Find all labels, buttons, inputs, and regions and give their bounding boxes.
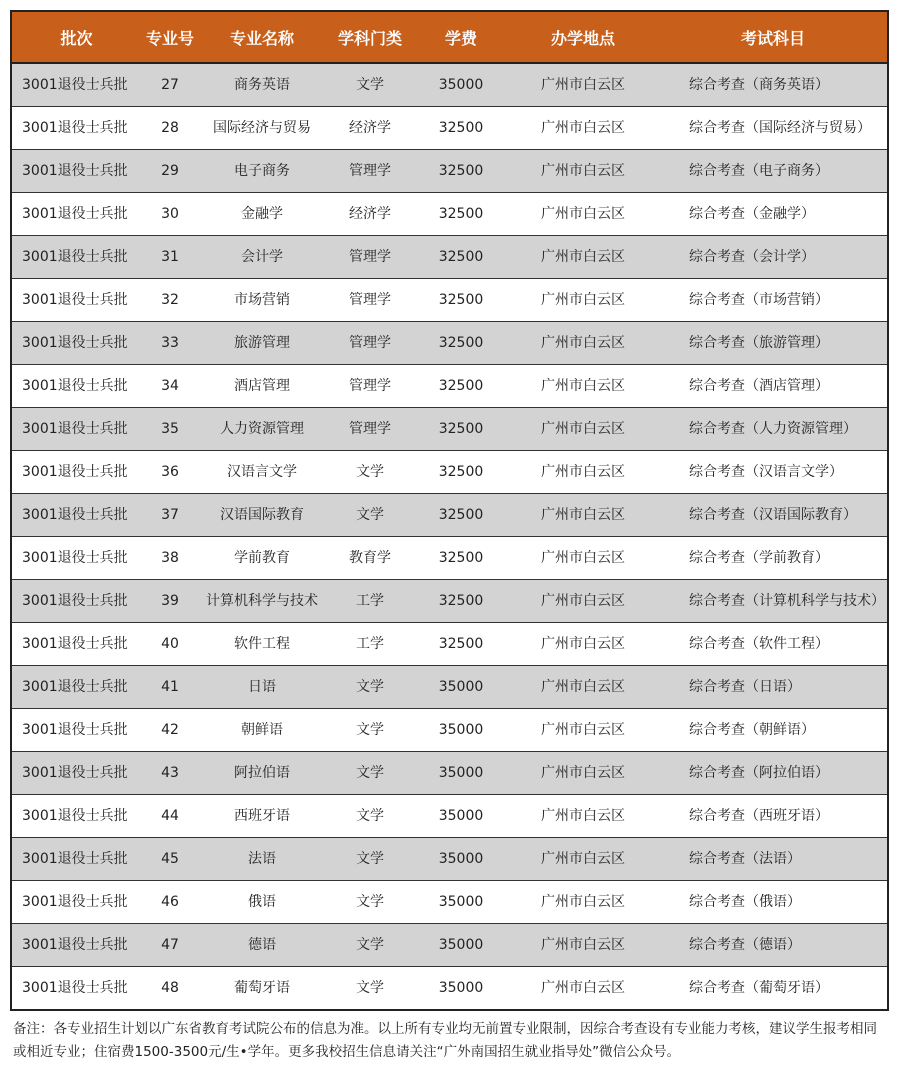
cell-discipline: 经济学 [325, 193, 415, 236]
cell-batch: 3001退役士兵批 [11, 494, 141, 537]
table-row [11, 150, 888, 193]
cell-major-code: 45 [141, 838, 199, 881]
cell-tuition: 32500 [415, 279, 507, 322]
cell-discipline: 文学 [325, 838, 415, 881]
cell-discipline: 文学 [325, 666, 415, 709]
cell-exam-subject: 综合考查（电子商务） [659, 150, 888, 193]
header-batch: 批次 [11, 11, 141, 63]
cell-major-code: 40 [141, 623, 199, 666]
table-row [11, 838, 888, 881]
cell-batch: 3001退役士兵批 [11, 623, 141, 666]
cell-discipline: 文学 [325, 63, 415, 107]
cell-batch: 3001退役士兵批 [11, 150, 141, 193]
header-tuition: 学费 [415, 11, 507, 63]
cell-campus: 广州市白云区 [507, 623, 659, 666]
header-major-code: 专业号 [141, 11, 199, 63]
cell-batch: 3001退役士兵批 [11, 752, 141, 795]
cell-exam-subject: 综合考查（人力资源管理） [659, 408, 888, 451]
cell-exam-subject: 综合考查（朝鲜语） [659, 709, 888, 752]
cell-tuition: 35000 [415, 752, 507, 795]
cell-batch: 3001退役士兵批 [11, 193, 141, 236]
header-campus: 办学地点 [507, 11, 659, 63]
cell-major-name: 汉语言文学 [199, 451, 325, 494]
cell-discipline: 工学 [325, 623, 415, 666]
cell-batch: 3001退役士兵批 [11, 924, 141, 967]
cell-major-code: 38 [141, 537, 199, 580]
cell-exam-subject: 综合考查（软件工程） [659, 623, 888, 666]
cell-exam-subject: 综合考查（俄语） [659, 881, 888, 924]
cell-discipline: 文学 [325, 709, 415, 752]
cell-major-code: 35 [141, 408, 199, 451]
footnote: 备注：各专业招生计划以广东省教育考试院公布的信息为准。以上所有专业均无前置专业限制，因综合考查设有专业能力考核，建议学生报考相同或相近专业；住宿费1500-3500元/生•学年。更多我校招生信息请关注“广外南国招生就业指导处”微信公众号。 [13, 1021, 877, 1060]
cell-major-code: 39 [141, 580, 199, 623]
cell-tuition: 32500 [415, 451, 507, 494]
cell-tuition: 35000 [415, 881, 507, 924]
cell-major-name: 德语 [199, 924, 325, 967]
cell-campus: 广州市白云区 [507, 107, 659, 150]
cell-batch: 3001退役士兵批 [11, 580, 141, 623]
cell-tuition: 32500 [415, 107, 507, 150]
cell-discipline: 管理学 [325, 150, 415, 193]
cell-tuition: 35000 [415, 924, 507, 967]
cell-discipline: 文学 [325, 881, 415, 924]
cell-campus: 广州市白云区 [507, 451, 659, 494]
cell-major-name: 计算机科学与技术 [199, 580, 325, 623]
cell-batch: 3001退役士兵批 [11, 236, 141, 279]
cell-major-code: 32 [141, 279, 199, 322]
cell-major-name: 市场营销 [199, 279, 325, 322]
cell-campus: 广州市白云区 [507, 666, 659, 709]
cell-major-code: 37 [141, 494, 199, 537]
cell-tuition: 32500 [415, 365, 507, 408]
cell-exam-subject: 综合考查（学前教育） [659, 537, 888, 580]
cell-major-code: 30 [141, 193, 199, 236]
cell-major-name: 学前教育 [199, 537, 325, 580]
cell-campus: 广州市白云区 [507, 150, 659, 193]
cell-batch: 3001退役士兵批 [11, 795, 141, 838]
cell-major-name: 旅游管理 [199, 322, 325, 365]
cell-major-code: 44 [141, 795, 199, 838]
cell-campus: 广州市白云区 [507, 322, 659, 365]
cell-exam-subject: 综合考查（金融学） [659, 193, 888, 236]
cell-exam-subject: 综合考查（法语） [659, 838, 888, 881]
cell-exam-subject: 综合考查（葡萄牙语） [659, 967, 888, 1011]
cell-tuition: 32500 [415, 408, 507, 451]
cell-major-code: 36 [141, 451, 199, 494]
cell-batch: 3001退役士兵批 [11, 63, 141, 107]
cell-exam-subject: 综合考查（国际经济与贸易） [659, 107, 888, 150]
cell-major-name: 人力资源管理 [199, 408, 325, 451]
table-row [11, 279, 888, 322]
cell-tuition: 35000 [415, 63, 507, 107]
cell-batch: 3001退役士兵批 [11, 709, 141, 752]
table-row [11, 752, 888, 795]
cell-discipline: 管理学 [325, 279, 415, 322]
cell-exam-subject: 综合考查（商务英语） [659, 63, 888, 107]
cell-major-name: 法语 [199, 838, 325, 881]
cell-batch: 3001退役士兵批 [11, 967, 141, 1011]
cell-discipline: 经济学 [325, 107, 415, 150]
cell-exam-subject: 综合考查（会计学） [659, 236, 888, 279]
cell-campus: 广州市白云区 [507, 494, 659, 537]
cell-campus: 广州市白云区 [507, 967, 659, 1011]
cell-discipline: 管理学 [325, 365, 415, 408]
cell-major-code: 28 [141, 107, 199, 150]
cell-exam-subject: 综合考查（阿拉伯语） [659, 752, 888, 795]
cell-campus: 广州市白云区 [507, 881, 659, 924]
table-row [11, 107, 888, 150]
cell-discipline: 文学 [325, 924, 415, 967]
cell-major-code: 43 [141, 752, 199, 795]
cell-batch: 3001退役士兵批 [11, 107, 141, 150]
cell-tuition: 35000 [415, 709, 507, 752]
cell-batch: 3001退役士兵批 [11, 666, 141, 709]
cell-major-name: 商务英语 [199, 63, 325, 107]
cell-major-name: 会计学 [199, 236, 325, 279]
cell-campus: 广州市白云区 [507, 236, 659, 279]
header-major-name: 专业名称 [199, 11, 325, 63]
cell-campus: 广州市白云区 [507, 752, 659, 795]
cell-tuition: 32500 [415, 537, 507, 580]
table-row [11, 63, 888, 107]
table-row [11, 408, 888, 451]
cell-major-code: 31 [141, 236, 199, 279]
cell-tuition: 35000 [415, 838, 507, 881]
cell-tuition: 32500 [415, 494, 507, 537]
cell-tuition: 35000 [415, 666, 507, 709]
cell-batch: 3001退役士兵批 [11, 881, 141, 924]
cell-exam-subject: 综合考查（德语） [659, 924, 888, 967]
cell-discipline: 工学 [325, 580, 415, 623]
cell-discipline: 管理学 [325, 236, 415, 279]
cell-campus: 广州市白云区 [507, 709, 659, 752]
cell-tuition: 32500 [415, 623, 507, 666]
cell-major-name: 阿拉伯语 [199, 752, 325, 795]
cell-tuition: 32500 [415, 193, 507, 236]
table-row [11, 709, 888, 752]
cell-discipline: 文学 [325, 494, 415, 537]
table-row [11, 451, 888, 494]
cell-major-name: 电子商务 [199, 150, 325, 193]
cell-discipline: 管理学 [325, 322, 415, 365]
cell-major-code: 41 [141, 666, 199, 709]
cell-major-name: 金融学 [199, 193, 325, 236]
cell-major-name: 日语 [199, 666, 325, 709]
cell-major-name: 朝鲜语 [199, 709, 325, 752]
enrollment-table [10, 10, 889, 1011]
cell-exam-subject: 综合考查（市场营销） [659, 279, 888, 322]
cell-exam-subject: 综合考查（西班牙语） [659, 795, 888, 838]
cell-major-name: 国际经济与贸易 [199, 107, 325, 150]
table-row [11, 795, 888, 838]
cell-batch: 3001退役士兵批 [11, 838, 141, 881]
cell-campus: 广州市白云区 [507, 408, 659, 451]
cell-major-code: 33 [141, 322, 199, 365]
cell-discipline: 教育学 [325, 537, 415, 580]
cell-discipline: 管理学 [325, 408, 415, 451]
table-row [11, 580, 888, 623]
cell-major-code: 47 [141, 924, 199, 967]
cell-major-code: 48 [141, 967, 199, 1011]
cell-discipline: 文学 [325, 795, 415, 838]
cell-discipline: 文学 [325, 752, 415, 795]
cell-exam-subject: 综合考查（计算机科学与技术） [659, 580, 888, 623]
cell-campus: 广州市白云区 [507, 63, 659, 107]
cell-tuition: 32500 [415, 580, 507, 623]
cell-major-code: 29 [141, 150, 199, 193]
cell-tuition: 32500 [415, 236, 507, 279]
table-row [11, 193, 888, 236]
cell-batch: 3001退役士兵批 [11, 322, 141, 365]
table-row [11, 537, 888, 580]
cell-tuition: 35000 [415, 967, 507, 1011]
header-exam-subject: 考试科目 [659, 11, 888, 63]
cell-campus: 广州市白云区 [507, 580, 659, 623]
cell-campus: 广州市白云区 [507, 279, 659, 322]
table-row [11, 623, 888, 666]
header-discipline: 学科门类 [325, 11, 415, 63]
cell-batch: 3001退役士兵批 [11, 365, 141, 408]
cell-major-name: 俄语 [199, 881, 325, 924]
cell-exam-subject: 综合考查（酒店管理） [659, 365, 888, 408]
cell-exam-subject: 综合考查（日语） [659, 666, 888, 709]
table-row [11, 881, 888, 924]
cell-campus: 广州市白云区 [507, 365, 659, 408]
table-row [11, 494, 888, 537]
cell-major-code: 42 [141, 709, 199, 752]
cell-major-name: 葡萄牙语 [199, 967, 325, 1011]
table-row [11, 666, 888, 709]
cell-discipline: 文学 [325, 451, 415, 494]
enrollment-table-container [10, 10, 887, 1011]
cell-campus: 广州市白云区 [507, 838, 659, 881]
cell-major-code: 46 [141, 881, 199, 924]
cell-tuition: 32500 [415, 322, 507, 365]
table-header-row [11, 11, 888, 63]
cell-exam-subject: 综合考查（旅游管理） [659, 322, 888, 365]
table-row [11, 322, 888, 365]
table-row [11, 924, 888, 967]
table-row [11, 236, 888, 279]
cell-major-name: 汉语国际教育 [199, 494, 325, 537]
cell-batch: 3001退役士兵批 [11, 451, 141, 494]
cell-campus: 广州市白云区 [507, 924, 659, 967]
cell-major-name: 软件工程 [199, 623, 325, 666]
cell-exam-subject: 综合考查（汉语国际教育） [659, 494, 888, 537]
cell-batch: 3001退役士兵批 [11, 279, 141, 322]
cell-exam-subject: 综合考查（汉语言文学） [659, 451, 888, 494]
cell-batch: 3001退役士兵批 [11, 537, 141, 580]
cell-campus: 广州市白云区 [507, 795, 659, 838]
cell-campus: 广州市白云区 [507, 193, 659, 236]
table-body [11, 63, 888, 1010]
cell-major-name: 酒店管理 [199, 365, 325, 408]
cell-tuition: 32500 [415, 150, 507, 193]
cell-major-code: 34 [141, 365, 199, 408]
cell-major-code: 27 [141, 63, 199, 107]
cell-batch: 3001退役士兵批 [11, 408, 141, 451]
cell-tuition: 35000 [415, 795, 507, 838]
cell-major-name: 西班牙语 [199, 795, 325, 838]
table-row [11, 967, 888, 1011]
cell-discipline: 文学 [325, 967, 415, 1011]
cell-campus: 广州市白云区 [507, 537, 659, 580]
table-row [11, 365, 888, 408]
